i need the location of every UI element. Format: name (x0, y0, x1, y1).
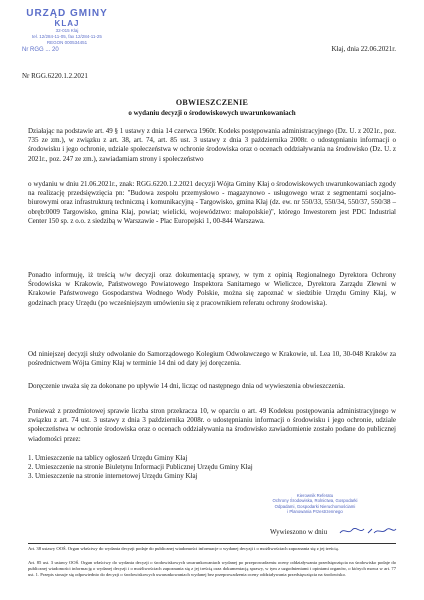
publication-list (28, 454, 396, 482)
stamp-line-1: URZĄD GMINY (26, 8, 108, 19)
reference-number: Nr RGG.6220.1.2.2021 (22, 72, 88, 80)
posted-on-label: Wywieszono w dniu (270, 528, 328, 536)
paragraph-decision: o wydaniu w dniu 21.06.2021r., znak: RGG.6220.1.2.2021 decyzji Wójta Gminy Kłaj o środowiskowych uwarunkowaniach zgody na realizację przedsięwzięcia pn: "Budowa zespołu przemysłowo - magazynowo - usługowego wraz z segmentami socjalno-biurowymi oraz infrastrukturą techniczną i komunikacyjną - Targowisko, gmina Kłaj (dz. ew. nr 550/33, 550/34, 550/37, 550/38 – obręb:0009 Targowisko, gmina Kłaj, powiat; wielicki, województwo: małopolskie)", którego Inwestorem jest PDC Industrial Center 150 sp. z o.o. z siedzibą w Warszawie - Plac Europejski 1, 00-844 Warszawa. (28, 180, 396, 225)
paragraph-legal-basis: Działając na podstawie art. 49 § 1 ustawy z dnia 14 czerwca 1960r. Kodeks postępowania administracyjnego (Dz. U. z 2021r., poz. 735 ze zm.), w związku z art. 38, art. 74, art. 85 ust. 3 ustawy z dnia 3 października 2008r. o udostępnianiu informacji o środowisku i jego ochronie, udziale społeczeństwa w ochronie środowiska oraz o ocenach oddziaływania na środowisko (Dz. U. z 2021r., poz. 247 ze zm.), zawiadamiam strony i społeczeństwo (28, 127, 396, 163)
list-item: 2. Umieszczenie na stronie Biuletynu Informacji Publicznej Urzędu Gminy Kłaj (28, 463, 253, 472)
paragraph-delivery: Doręczenie uważa się za dokonane po upływie 14 dni, licząc od następnego dnia od wywieszenia obwieszczenia. (28, 382, 346, 390)
footnote-divider (28, 543, 396, 544)
office-stamp (22, 8, 112, 62)
stamp-line-3: 32-015 Klaj (55, 28, 79, 33)
stamp-refnote: Nr RGG ... 20 (22, 47, 59, 53)
stamp2-line: Odpadami, Gospodarki Nieruchomościami (274, 503, 356, 509)
document-subtitle: o wydaniu decyzji o środowiskowych uwarunkowaniach (128, 109, 296, 117)
document-title: OBWIESZCZENIE (175, 98, 249, 107)
paragraph-documentation: Ponadto informuję, iż treścią w/w decyzji oraz dokumentacją sprawy, w tym z opinią Regionalnego Dyrektora Ochrony Środowiska w Krakowie, Państwowego Powiatowego Inspektora Sanitarnego w Wieliczce, Dyrektora Zarządu Zlewni w Krakowie Państwowego Gospodarstwa Wodnego Wody Polskie, można się zapoznać w siedzibie Urzędu Gminy Kłaj, w godzinach pracy Urzędu (po wcześniejszym umówieniu się z pracownikiem referatu ochrony środowiska). (28, 271, 396, 307)
stamp-line-4: tel. 12/284-11-05, fax 12/284-11-25 (32, 34, 102, 39)
document-date: Kłaj, dnia 22.06.2021r. (331, 45, 396, 53)
list-item: 3. Umieszczenie na stronie internetowej Urzędu Gminy Kłaj (28, 472, 198, 481)
footnote-art-85: Art. 85 ust. 3 ustawy OOŚ. Organ właściwy do wydania decyzji o środowiskowych uwarunkowaniach wydanej po przeprowadzeniu oceny oddziaływania przedsięwzięcia na środowisko podaje do publicznej wiadomości informację o wydanej decyzji i o możliwościach zapoznania się z jej treścią oraz dokumentacją sprawy, w tym z uzgodnieniami i opiniami organów, o których mowa w art. 77 ust. 1. Przepis stosuje się odpowiednio do decyzji o środowiskowych uwarunkowaniach wydanej bez przeprowadzenia oceny oddziaływania przedsięwzięcia na środowisko. (28, 560, 396, 577)
list-item: 1. Umieszczenie na tablicy ogłoszeń Urzędu Gminy Kłaj (28, 454, 188, 462)
paragraph-public-notice: Ponieważ z przedmiotowej sprawie liczba stron przekracza 10, w oparciu o art. 49 Kodeksu postępowania administracyjnego w związku z art. 74 ust. 3 ustawy z dnia 3 października 2008r. o udostępnianiu informacji o środowisku i jego ochronie, udziale społeczeństwa w ochronie środowiska oraz o ocenach oddziaływania na środowisko zawiadomienie zostało podane do publicznej wiadomości przez: (28, 407, 396, 443)
signature-stamp (255, 493, 375, 515)
stamp-line-2: KLAJ (54, 19, 80, 28)
stamp2-line: Ochrony Środowiska, Rolnictwa, Gospodarki (272, 498, 358, 504)
paragraph-appeal: Od niniejszej decyzji służy odwołanie do Samorządowego Kolegium Odwoławczego w Krakowie, ul. Lea 10, 30-048 Kraków za pośrednictwem Wójta Gminy Kłaj w terminie 14 dni od daty jej doręczenia. (28, 350, 396, 368)
stamp2-line: i Planowania Przestrzennego (287, 509, 343, 515)
stamp2-line: Kierownik Referatu (296, 493, 334, 498)
footnote-art-38: Art. 38 ustawy OOŚ. Organ właściwy do wydania decyzji podaje do publicznej wiadomości informacje o wydanej decyzji i o możliwościach zapoznania się z jej treścią. (28, 546, 339, 551)
handwritten-date (338, 525, 398, 537)
stamp-line-5: REGON 000534451 (46, 40, 88, 45)
